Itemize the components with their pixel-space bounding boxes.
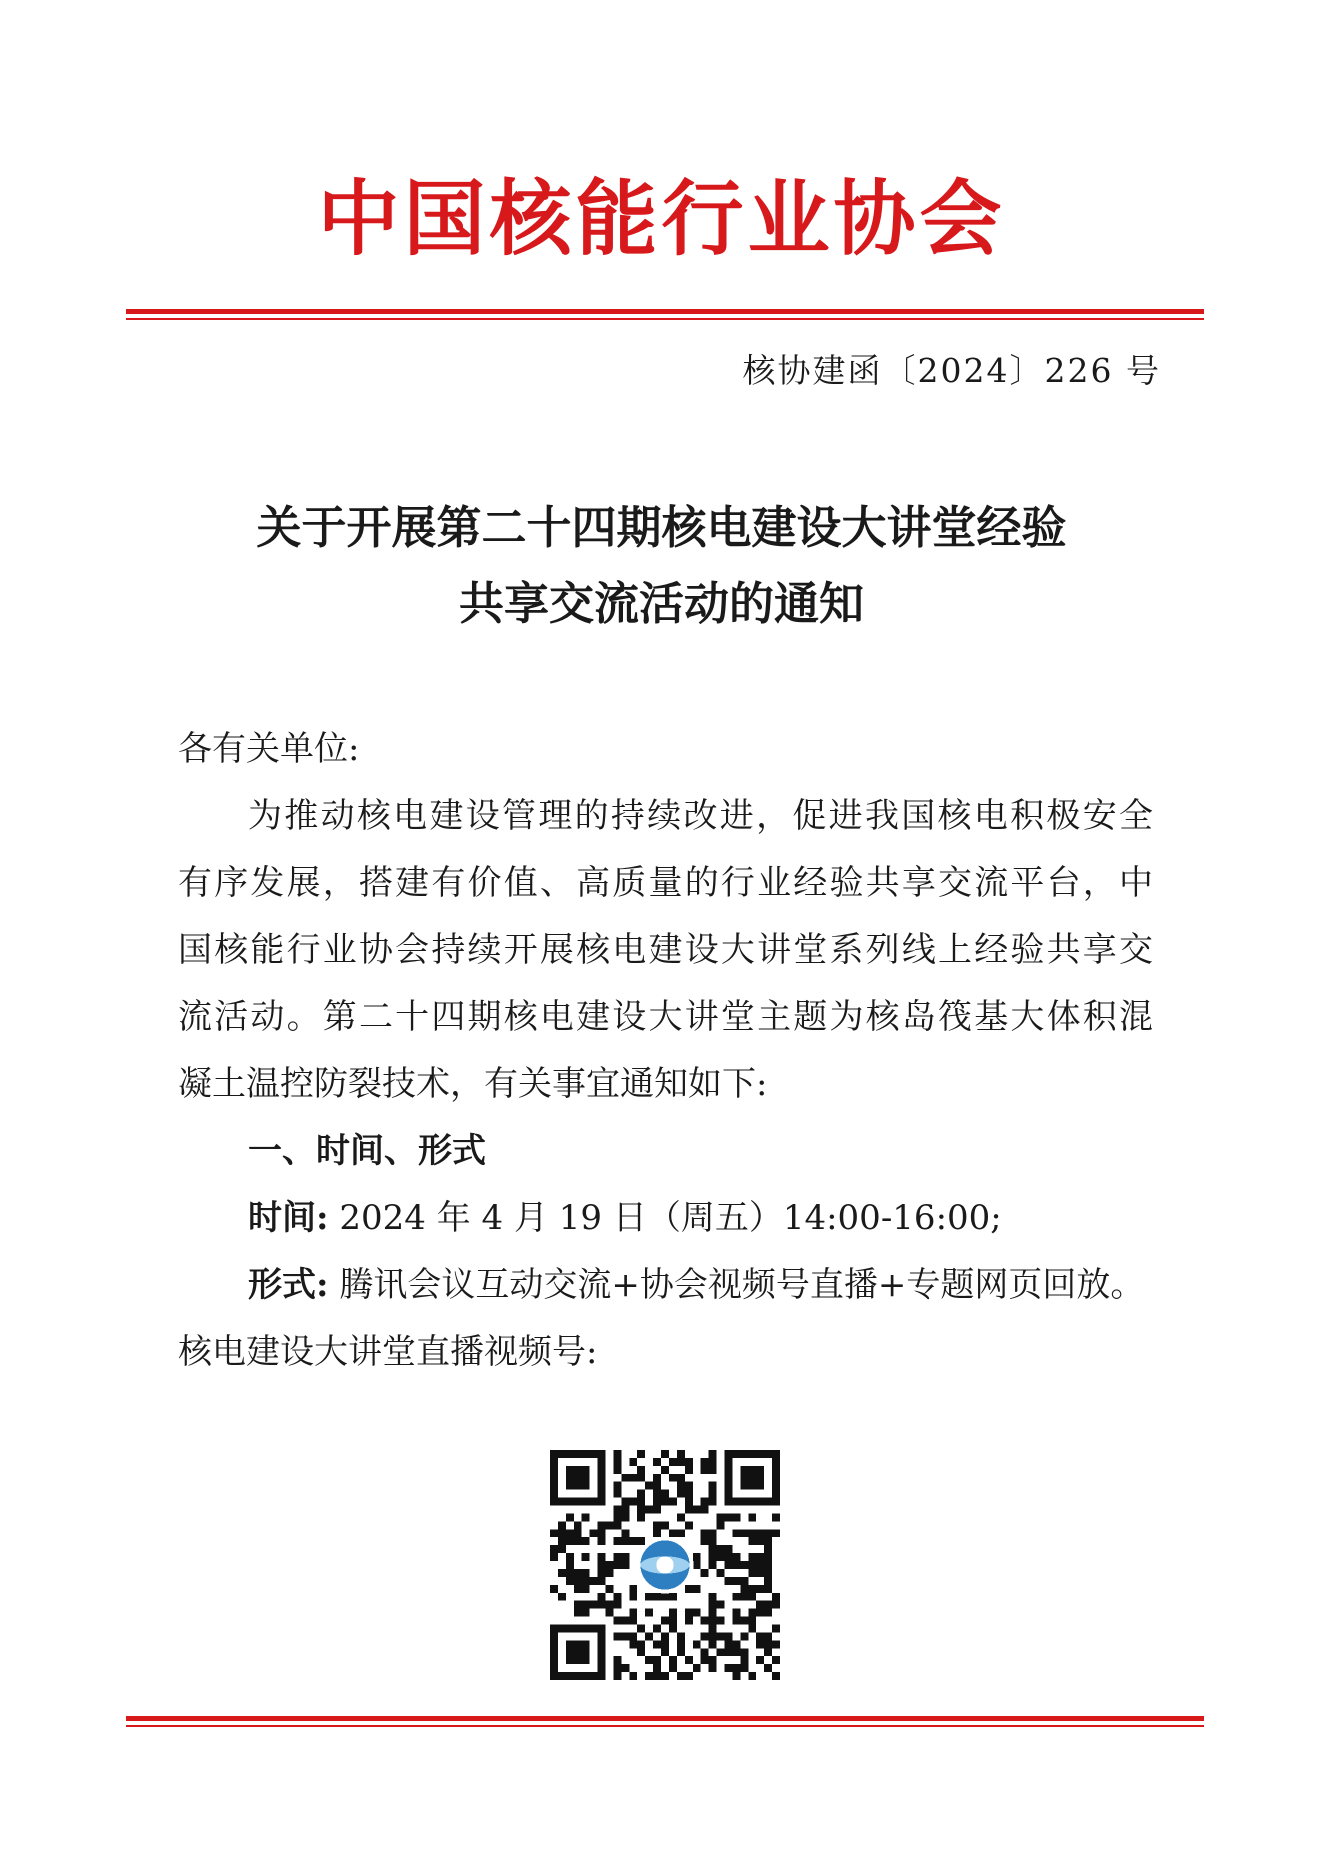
- footer-rule-thin: [126, 1725, 1204, 1727]
- time-label: 时间:: [248, 1198, 329, 1238]
- footer-rule-thick: [126, 1716, 1204, 1721]
- doc-title-line-2: 共享交流活动的通知: [458, 577, 864, 630]
- section-heading: 一、时间、形式: [248, 1131, 486, 1171]
- letterhead-rule-thick: [126, 309, 1204, 314]
- form-value: 腾讯会议互动交流+协会视频号直播+专题网页回放。: [328, 1265, 1145, 1305]
- form-label: 形式:: [248, 1265, 329, 1305]
- letterhead-rule-thin: [126, 318, 1204, 320]
- document-number: 核协建函〔2024〕226 号: [742, 351, 1161, 390]
- intro-line: 凝土温控防裂技术，有关事宜通知如下:: [178, 1064, 768, 1104]
- intro-line: 流活动。第二十四期核电建设大讲堂主题为核岛筏基大体积混: [178, 997, 1153, 1037]
- form-line: [178, 1252, 1153, 1319]
- org-letterhead: 中国核能行业协会: [317, 171, 1006, 267]
- qr-code-icon[interactable]: [550, 1450, 780, 1680]
- intro-line: 有序发展，搭建有价值、高质量的行业经验共享交流平台，中: [178, 863, 1153, 903]
- doc-title-line-1: 关于开展第二十四期核电建设大讲堂经验: [256, 501, 1067, 554]
- salutation: 各有关单位:: [178, 729, 360, 769]
- time-value: 2024 年 4 月 19 日（周五）14:00-16:00;: [328, 1198, 1002, 1238]
- intro-line: 为推动核电建设管理的持续改进，促进我国核电积极安全: [248, 796, 1153, 836]
- notice-body: [178, 716, 1153, 1386]
- intro-line: 国核能行业协会持续开展核电建设大讲堂系列线上经验共享交: [178, 930, 1153, 970]
- time-line: [178, 1185, 1153, 1252]
- video-channel-line: 核电建设大讲堂直播视频号:: [178, 1332, 598, 1372]
